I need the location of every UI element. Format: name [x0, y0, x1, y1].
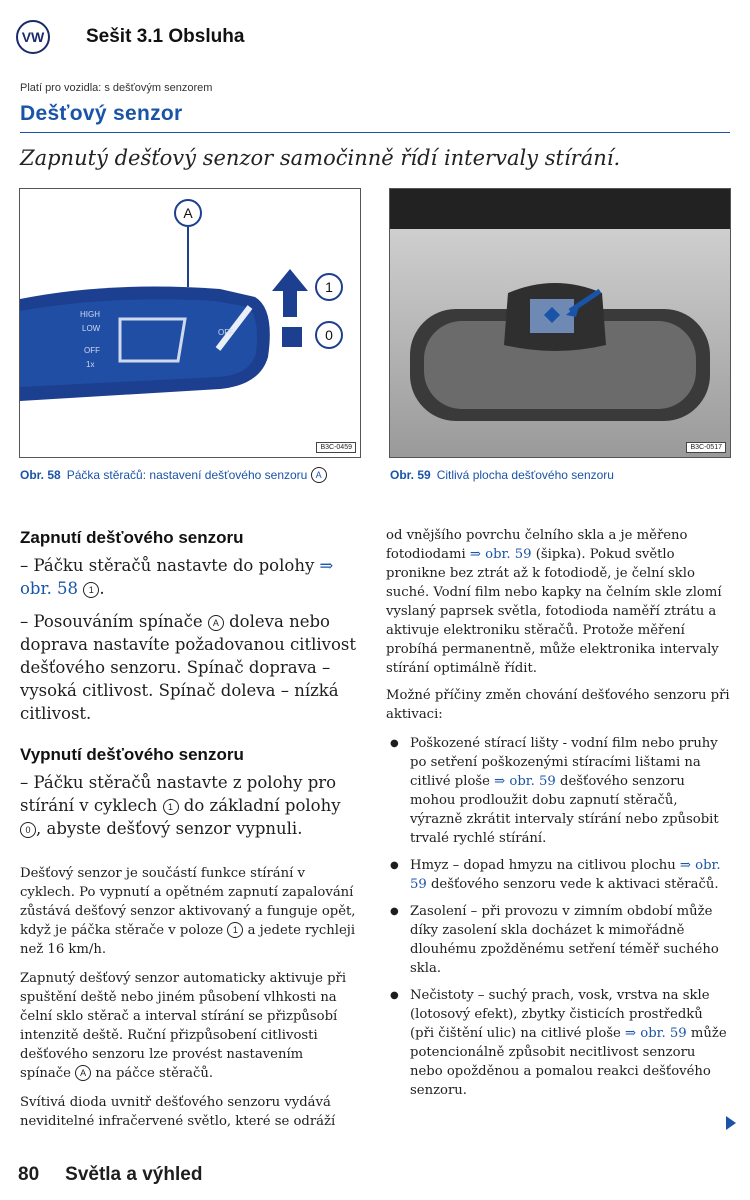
causes-intro: Možné příčiny změn chování dešťového senzoru při aktivaci:: [386, 688, 730, 722]
step-text: do základní polohy: [183, 796, 341, 815]
right-column: [386, 526, 730, 1100]
switch-symbol: A: [208, 615, 224, 631]
header-title: Sešit 3.1 Obsluha: [86, 26, 245, 47]
bullet-salt: ● Zasolení – při provozu v zimním období může díky zasolení skla docházet k mimořádně dlouhému zpožděnému setření téměř suchého skla.: [386, 902, 730, 978]
paragraph-text: Dešťový senzor je součástí funkce stírání v cyklech. Po vypnutí a opětném zapnutí zapalování zůstává dešťový senzor aktivovaný a funguje opět, když je páčka stěrače v poloze: [20, 866, 356, 938]
heading-enable-sensor: Zapnutí dešťového senzoru: [20, 528, 244, 547]
caption-symbol: A: [311, 467, 327, 483]
figure-reference-link[interactable]: ⇒ obr. 59: [410, 858, 721, 892]
callout-a-label: A: [183, 205, 193, 221]
paragraph-text: od vnějšího povrchu čelního skla a je měřeno fotodiodami: [386, 528, 688, 562]
figure-reference-link[interactable]: ⇒ obr. 58: [20, 556, 334, 598]
figure-reference-link[interactable]: ⇒ obr. 59: [494, 774, 556, 789]
stalk-label-1x: 1x: [86, 360, 95, 369]
figure-reference-link[interactable]: ⇒ obr. 59: [625, 1026, 687, 1041]
paragraph-text: (šipka). Pokud světlo pronikne bez ztrát až k fotodiodě, je čelní sklo suché. Vodní film nebo kapky na čelním skle zlomí vyslaný paprsek světla, fotodioda naměří ztrátu a aktivuje elektroniku stěračů. Protože měření probíhá permanentně, může elektronika intervaly stírání optimálně řídit.: [386, 547, 722, 676]
page-number: 80: [18, 1164, 40, 1185]
left-column: [20, 528, 358, 1131]
page-footer: [18, 1164, 202, 1186]
caption-number: Obr. 59: [390, 468, 431, 482]
callout-0-label: 0: [325, 327, 333, 343]
position-symbol: 1: [83, 582, 99, 598]
switch-symbol: A: [75, 1065, 91, 1081]
caption-number: Obr. 58: [20, 468, 61, 482]
figure-reference-link[interactable]: ⇒ obr. 59: [469, 547, 532, 562]
paragraph-1: [20, 864, 358, 959]
title-rule: [20, 132, 730, 133]
step-enable-2: [20, 610, 358, 725]
bullet-text: dešťového senzoru mohou prodloužit dobu zapnutí stěračů, výrazně zkrátit intervaly stírání nebo způsobit trvalé rychlé stírání.: [410, 774, 719, 846]
step-text: doleva nebo doprava nastavíte požadovanou citlivost dešťového senzoru. Spínač doprava – vysoká citlivost. Spínač doleva – nízká citlivost.: [20, 612, 356, 723]
vw-logo: VW: [16, 20, 50, 54]
position-symbol: 0: [20, 822, 36, 838]
figure-code: B3C-0517: [686, 442, 726, 453]
chapter-title: Světla a výhled: [65, 1164, 203, 1185]
step-text: , abyste dešťový senzor vypnuli.: [36, 819, 303, 838]
bullet-text: může potencionálně způsobit necitlivost senzoru nebo opožděnou a pomalou reakci dešťového senzoru.: [410, 1026, 727, 1098]
position-symbol: 1: [163, 799, 179, 815]
caption-text: Citlivá plocha dešťového senzoru: [436, 468, 614, 482]
position-symbol: 1: [227, 922, 243, 938]
paragraph-text: a jedete rychleji než 16 km/h.: [20, 923, 356, 957]
figure-code: B3C-0459: [316, 442, 356, 453]
step-enable-1: – Páčku stěračů nastavte do polohy ⇒ obr. 58 1 .: [20, 556, 334, 598]
wiper-stalk-illustration: [20, 189, 360, 457]
stalk-label-low: LOW: [82, 324, 101, 333]
bullet-insects: [386, 856, 730, 894]
applies-to: Platí pro vozidla: s dešťovým senzorem: [20, 82, 213, 94]
step-text: – Páčku stěračů nastavte do polohy: [20, 556, 315, 575]
stalk-label-off-2: OFF: [218, 328, 234, 337]
stalk-label-off: OFF: [84, 346, 100, 355]
step-text: – Posouváním spínače: [20, 612, 203, 631]
paragraph-continued: [386, 526, 730, 678]
figure-59-caption: [390, 466, 730, 484]
bullet-text: Nečistoty – suchý prach, vosk, vrstva na skle (lotosový efekt), zbytky čisticích prostředků (při čištění ulic) na citlivé ploše: [410, 988, 710, 1041]
paragraph-2: [20, 969, 358, 1083]
paragraph-3: Svítivá dioda uvnitř dešťového senzoru vydává neviditelné infračervené světlo, které se odráží: [20, 1095, 336, 1129]
caption-text: Páčka stěračů: nastavení dešťového senzoru: [66, 468, 308, 482]
figure-59: [389, 188, 731, 458]
mirror-sensor-illustration: [390, 189, 730, 457]
bullet-text: Hmyz – dopad hmyzu na citlivou plochu: [410, 858, 676, 873]
figure-58: [19, 188, 361, 458]
step-text: – Páčku stěračů nastavte z polohy pro stírání v cyklech: [20, 773, 337, 815]
heading-disable-sensor: Vypnutí dešťového senzoru: [20, 745, 244, 764]
continue-arrow-icon: [726, 1116, 736, 1130]
paragraph-text: na páčce stěračů.: [95, 1066, 214, 1081]
section-subtitle: Zapnutý dešťový senzor samočinně řídí intervaly stírání.: [20, 146, 621, 170]
section-title: Dešťový senzor: [20, 102, 183, 125]
step-disable: [20, 771, 358, 840]
bullet-text: Poškozené stírací lišty - vodní film nebo pruhy po setření poškozenými stíracími lištami na citlivé ploše: [410, 736, 718, 789]
bullet-text: dešťového senzoru vede k aktivaci stěračů.: [430, 877, 719, 892]
page-header: [16, 20, 244, 54]
figure-58-caption: [20, 466, 360, 484]
bullet-dirt: [386, 986, 730, 1100]
stalk-label-high: HIGH: [80, 310, 100, 319]
bullet-wiper-blades: [386, 734, 730, 848]
paragraph-text: Zapnutý dešťový senzor automaticky aktivuje při spuštění deště nebo jiném působení vlhkosti na čelní sklo stěrač a interval stírání se přizpůsobí intenzitě deště. Ruční přizpůsobení citlivosti dešťového senzoru lze provést nastavením spínače: [20, 971, 347, 1081]
callout-1-label: 1: [325, 279, 333, 295]
